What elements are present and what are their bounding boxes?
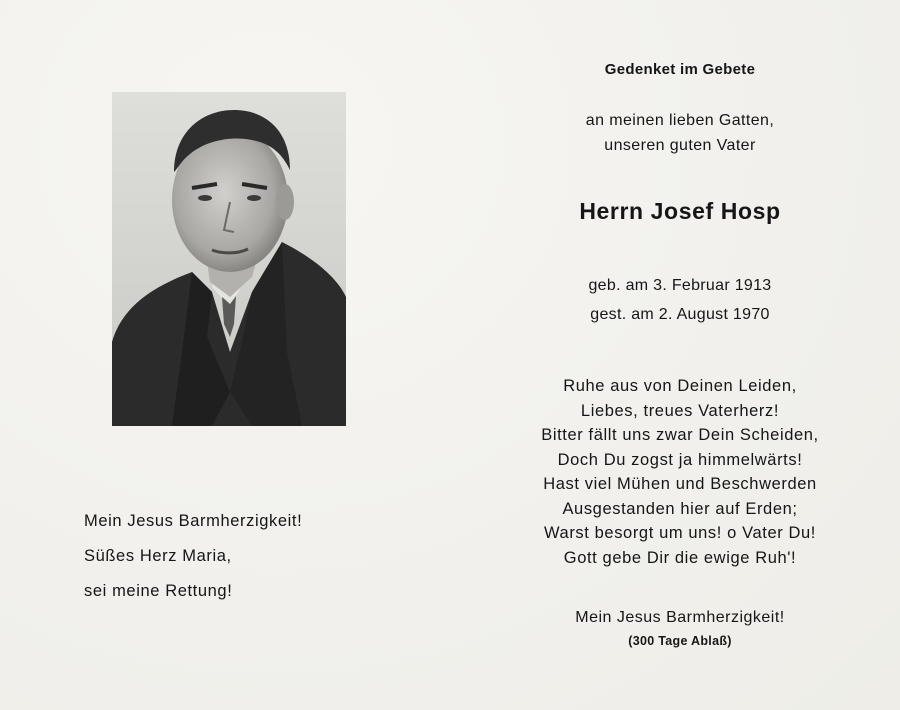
left-prayer-line: Süßes Herz Maria, <box>84 547 232 565</box>
poem <box>470 374 890 570</box>
poem-line: Hast viel Mühen und Beschwerden <box>543 475 817 493</box>
left-prayer-line: Mein Jesus Barmherzigkeit! <box>84 512 303 530</box>
poem-line: Liebes, treues Vaterherz! <box>580 401 780 420</box>
dedication <box>470 108 890 158</box>
deceased-name: Herrn Josef Hosp <box>579 198 781 224</box>
poem-line: Ausgestanden hier auf Erden; <box>562 499 798 518</box>
left-prayer-line: sei meine Rettung! <box>84 582 233 600</box>
poem-line: Doch Du zogst ja himmelwärts! <box>557 450 803 469</box>
poem-line: Warst besorgt um uns! o Vater Du! <box>544 524 816 542</box>
left-prayer <box>84 504 384 609</box>
birth-date: geb. am 3. Februar 1913 <box>588 277 772 294</box>
poem-line: Bitter fällt uns zwar Dein Scheiden, <box>541 426 819 444</box>
dedication-line: an meinen lieben Gatten, <box>585 112 775 129</box>
portrait-photo <box>112 92 346 426</box>
death-date: gest. am 2. August 1970 <box>590 306 770 323</box>
indulgence-note: (300 Tage Ablaß) <box>628 634 732 648</box>
poem-line: Ruhe aus von Deinen Leiden, <box>563 377 797 395</box>
poem-line: Gott gebe Dir die ewige Ruh'! <box>563 548 797 567</box>
life-dates <box>470 271 890 329</box>
heading: Gedenket im Gebete <box>604 61 756 78</box>
closing-prayer: Mein Jesus Barmherzigkeit! <box>575 609 785 626</box>
dedication-line: unseren guten Vater <box>604 137 756 154</box>
